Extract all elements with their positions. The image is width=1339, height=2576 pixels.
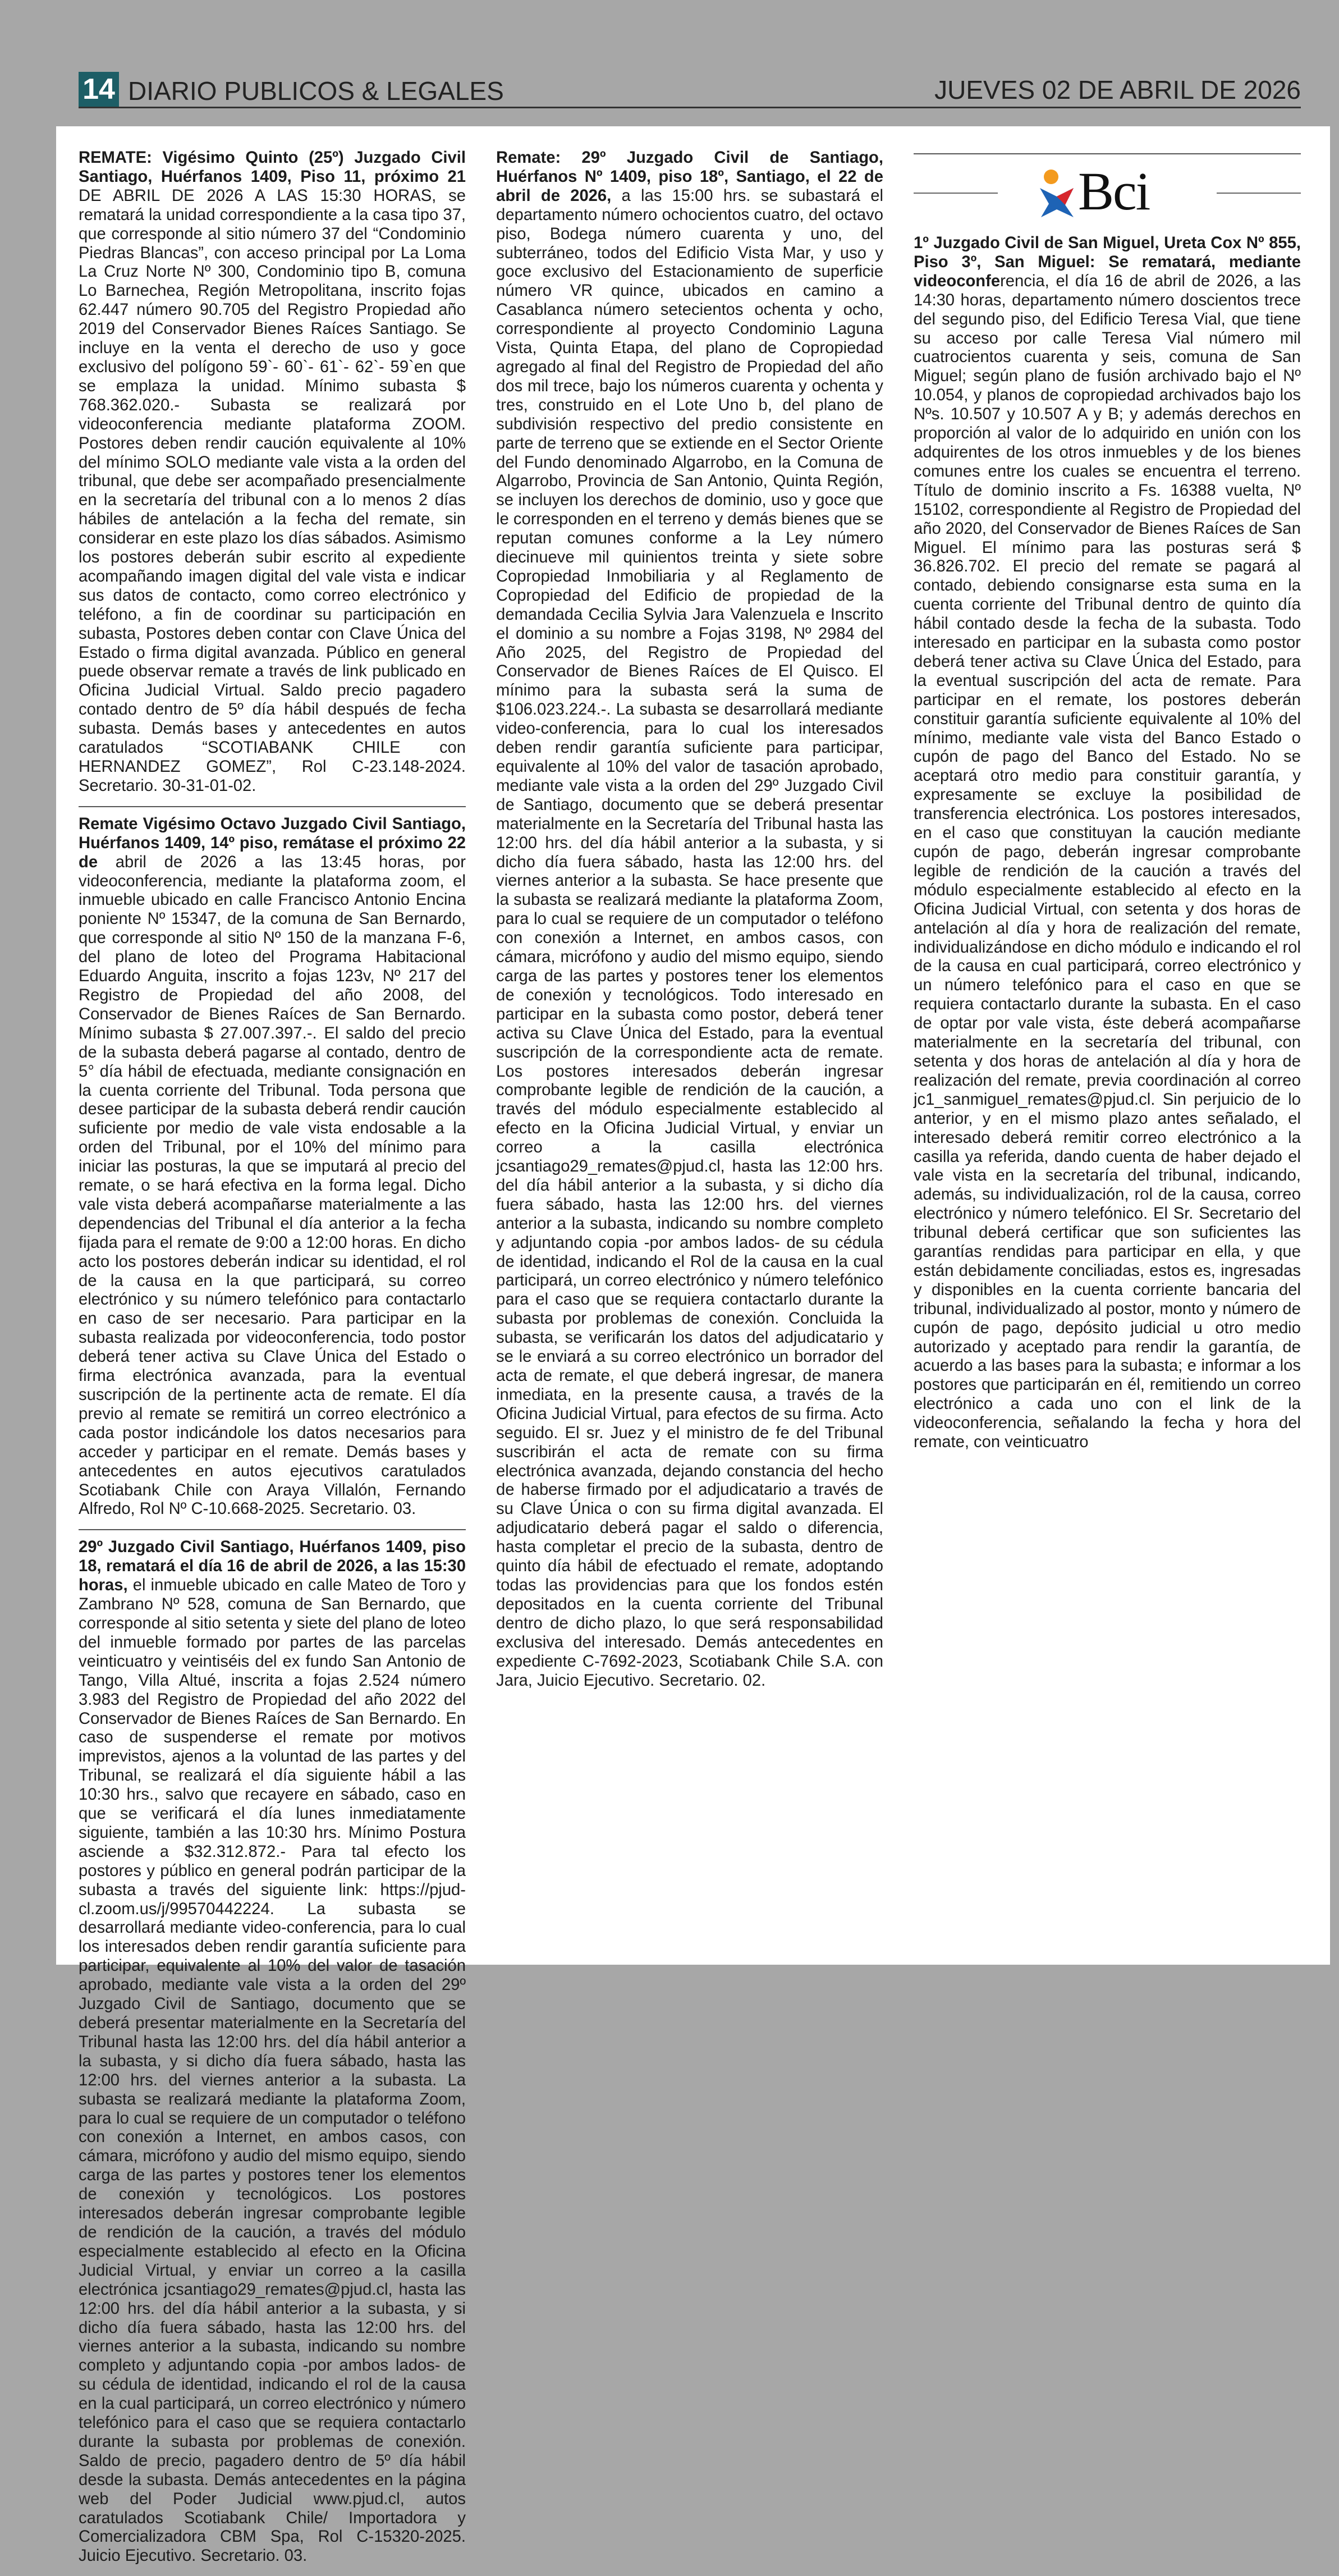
- legal-notice: [496, 149, 883, 1690]
- legal-notice: [914, 234, 1301, 1452]
- publication-date: JUEVES 02 DE ABRIL DE 2026: [934, 75, 1301, 104]
- bci-brand-text: Bci: [1078, 161, 1150, 221]
- divider: [914, 153, 1301, 154]
- notice-heading: Remate: 29º Juzgado Civil de Santiago, Huérfanos Nº 1409, piso 18º, Santiago, el 22 de abril de 2026,: [496, 149, 883, 205]
- divider: [79, 806, 466, 807]
- notice-heading: REMATE: Vigésimo Quinto (25º) Juzgado Civil Santiago, Huérfanos 1409, Piso 11, próximo 21: [79, 149, 466, 186]
- publication-name: DIARIO PUBLICOS & LEGALES: [128, 76, 504, 106]
- bci-mark-icon: [1034, 166, 1085, 219]
- divider: [79, 1529, 466, 1530]
- legal-notice: [79, 815, 466, 1520]
- legal-notice: [79, 149, 466, 796]
- column-left: [79, 149, 466, 2576]
- notice-body: abril de 2026 a las 13:45 horas, por videoconferencia, mediante la plataforma zoom, el inmueble ubicado en calle Francisco Antonio Encina poniente Nº 15347, de la comuna de San Bernardo, que corresponde al sitio Nº 150 de la manzana F-6, del plano de loteo del Programa Habitacional Eduardo Anguita, inscrito a fojas 123v, Nº 217 del Registro de Propiedad del año 2008, del Conservador de Bienes Raíces de San Bernardo. Mínimo subasta $ 27.007.397.-. El saldo del precio de la subasta deberá pagarse al contado, dentro de 5° día hábil de efectuada, mediante consignación en la cuenta corriente del Tribunal. Toda persona que desee participar de la subasta deberá rendir caución suficiente por medio de vale vista endosable a la orden del Tribunal, por el 10% del mínimo para iniciar las posturas, la que se imputará al precio del remate, o se hará efectiva en la forma legal. Dicho vale vista deberá acompañarse materialmente a las dependencias del Tribunal el día anterior a la fecha fijada para el remate de 9:00 a 12:00 horas. En dicho acto los postores deberán indicar su identidad, el rol de la causa en la que participará, su correo electrónico y su número telefónico para contactarlo en caso de ser necesario. Para participar en la subasta realizada por videoconferencia, todo postor deberá tener activa su Clave Única del Estado o firma electrónica avanzada, para la eventual suscripción de la pertinente acta de remate. El día previo al remate se remitirá un correo electrónico a cada postor indicándole los datos necesarios para acceder y participar en el remate. Demás bases y antecedentes en autos ejecutivos caratulados Scotiabank Chile con Araya Villalón, Fernando Alfredo, Rol Nº C-10.668-2025. Secretario. 03.: [79, 853, 466, 1518]
- notice-heading: Remate Vigésimo Octavo Juzgado Civil Santiago, Huérfanos 1409, 14º piso, remátase el próximo 22 de: [79, 815, 466, 871]
- column-right: [914, 149, 1301, 1462]
- page-header: [79, 72, 1301, 108]
- notice-heading: 1º Juzgado Civil de San Miguel, Ureta Cox Nº 855, Piso 3º, San Miguel: Se rematará, mediante videoconfe: [914, 234, 1301, 290]
- newspaper-page: [56, 126, 1330, 2565]
- bci-logo: [1034, 161, 1180, 221]
- legal-notice: [79, 1538, 466, 2566]
- page-number: 14: [79, 72, 119, 107]
- column-middle: [496, 149, 883, 1700]
- notice-body: rencia, el día 16 de abril de 2026, a las 14:30 horas, departamento número doscientos trece del segundo piso, del Edificio Teresa Vial, que tiene su acceso por calle Teresa Vial número mil cuatrocientos cuarenta y seis, comuna de San Miguel; según plano de fusión archivado bajo el Nº 10.054, y planos de copropiedad archivados bajo los Nºs. 10.507 y 10.507 A y B; y además derechos en proporción al valor de lo adquirido en unión con los adquirentes de los otros inmuebles y de los bienes comunes entre los cuales se encuentra el terreno. Título de dominio inscrito a Fs. 16388 vuelta, Nº 15102, correspondiente al Registro de Propiedad del año 2020, del Conservador de Bienes Raíces de San Miguel. El mínimo para las posturas será $ 36.826.702. El precio del remate se pagará al contado, debiendo consignarse esta suma en la cuenta corriente del Tribunal dentro de quinto día hábil contado desde la fecha de la subasta. Todo interesado en participar en la subasta como postor deberá tener activa su Clave Única del Estado, para la eventual suscripción del acta de remate. Para participar en el remate, los postores deberán constituir garantía suficiente equivalente al 10% del mínimo, mediante vale vista del Banco Estado o cupón de pago del Banco del Estado. No se aceptará otro medio para constituir garantía, y expresamente se excluye la posibilidad de transferencia electrónica. Los postores interesados, en el caso que constituyan la caución mediante cupón de pago, deberán ingresar comprobante legible de rendición de la caución a través del módulo especialmente establecido al efecto en la Oficina Judicial Virtual, con setenta y dos horas de antelación al día y hora de realización del remate, individualizándose en dicho módulo e indicando el rol de la causa en cual participará, correo electrónico y un número telefónico para el caso en que se requiera contactarlo durante la subasta. En el caso de optar por vale vista, éste deberá acompañarse materialmente en la secretaría del tribunal, con setenta y dos horas de antelación al día y hora de realización del remate, previa coordinación al correo jc1_sanmiguel_remates@pjud.cl. Sin perjuicio de lo anterior, y en el mismo plazo antes señalado, el interesado deberá remitir correo electrónico a la casilla ya referida, dando cuenta de haber dejado el vale vista en la secretaría del tribunal, indicando, además, su individualización, rol de la causa, correo electrónico y número telefónico. El Sr. Secretario del tribunal deberá certificar que son suficientes las garantías rendidas para participar en ella, y que están debidamente conciliadas, estos es, ingresadas y disponibles en la cuenta corriente bancaria del tribunal, individualizado al postor, monto y número de cupón de pago, depósito judicial u otro medio autorizado y aceptado para rendir la garantía, de acuerdo a las bases para la subasta; e informar a los postores que participarán en él, remitiendo un correo electrónico a cada uno con el link de la videoconferencia, señalando la fecha y hora del remate, con veinticuatro: [914, 272, 1301, 1452]
- notice-heading: 29º Juzgado Civil Santiago, Huérfanos 1409, piso 18, rematará el día 16 de abril de 2026, a las 15:30 horas,: [79, 1538, 466, 1595]
- banner-line: [1217, 193, 1301, 194]
- notice-body: DE ABRIL DE 2026 A LAS 15:30 HORAS, se rematará la unidad correspondiente a la casa tipo 37, que corresponde al sitio número 37 del “Condominio Piedras Blancas”, con acceso principal por La Loma La Cruz Norte Nº 300, Condominio tipo B, comuna Lo Barnechea, Región Metropolitana, inscrito fojas 62.447 número 90.705 del Registro Propiedad año 2019 del Conservador Bienes Raíces Santiago. Se incluye en la venta el derecho de uso y goce exclusivo del polígono 59`- 60`- 61`- 62`- 59`en que se emplaza la unidad. Mínimo subasta $ 768.362.020.- Subasta se realizará por videoconferencia mediante plataforma ZOOM. Postores deben rendir caución equivalente al 10% del mínimo SOLO mediante vale vista a la orden del tribunal, que debe ser acompañado presencialmente en la secretaría del tribunal con a lo menos 2 días hábiles de antelación a la fecha del remate, sin considerar en este plazo los días sábados. Asimismo los postores deberán subir escrito al expediente acompañando imagen digital del vale vista e indicar sus datos de contacto, como correo electrónico y teléfono, a fin de coordinar su participación en subasta, Postores deben contar con Clave Única del Estado o firma digital avanzada. Público en general puede observar remate a través de link publicado en Oficina Judicial Virtual. Saldo precio pagadero contado dentro de 5º día hábil después de fecha subasta. Demás bases y antecedentes en autos caratulados “SCOTIABANK CHILE con HERNANDEZ GOMEZ”, Rol C-23.148-2024. Secretario. 30-31-01-02.: [79, 186, 466, 795]
- notice-body: a las 15:00 hrs. se subastará el departamento número ochocientos cuatro, del octavo piso, Bodega número cuarenta y uno, del subterráneo, todos del Edificio Vista Mar, y uso y goce exclusivo del Estacionamiento de superficie número VR quince, ubicados en camino a Casablanca número setecientos ochenta y ocho, correspondiente al proyecto Condominio Laguna Vista, Quinta Etapa, del plano de Copropiedad agregado al final del Registro de Propiedad del año dos mil trece, bajo los números cuarenta y ochenta y tres, construido en el Lote Uno b, del plano de subdivisión respectivo del predio consistente en parte de terreno que se extiende en el Sector Oriente del Fundo denominado Algarrobo, en la Comuna de Algarrobo, Provincia de San Antonio, Quinta Región, se incluyen los derechos de dominio, uso y goce que le corresponden en el terreno y demás bienes que se reputan comunes conforme a la Ley número diecinueve mil quinientos treinta y siete sobre Copropiedad Inmobiliaria y al Reglamento de Copropiedad del Edificio de propiedad de la demandada Cecilia Sylvia Jara Valenzuela e Inscrito el dominio a su nombre a Fojas 3198, Nº 2984 del Año 2025, del Registro de Propiedad del Conservador de Bienes Raíces de El Quisco. El mínimo para la subasta será la suma de $106.023.224.-. La subasta se desarrollará mediante video-conferencia, para lo cual los interesados deben rendir garantía suficiente para participar, equivalente al 10% del valor de tasación aprobado, mediante vale vista a la orden del 29º Juzgado Civil de Santiago, documento que se deberá presentar materialmente en la Secretaría del Tribunal hasta las 12:00 hrs. del día hábil anterior a la subasta, y si dicho día fuera sábado, hasta las 12:00 hrs. del viernes anterior a la subasta. Se hace presente que la subasta se realizará mediante la plataforma Zoom, para lo cual se requiere de un computador o teléfono con conexión a Internet, en ambos casos, con cámara, micrófono y audio del mismo equipo, siendo carga de las partes y postores tener los elementos de conexión y tecnológicos. Todo interesado en participar en la subasta como postor, deberá tener activa su Clave Única del Estado, para la eventual suscripción de la correspondiente acta de remate. Los postores interesados deberán ingresar comprobante legible de rendición de la caución, a través del módulo especialmente establecido al efecto en la Oficina Judicial Virtual, y enviar un correo a la casilla electrónica jcsantiago29_remates@pjud.cl, hasta las 12:00 hrs. del día hábil anterior a la subasta, y si dicho día fuera sábado, hasta las 12:00 hrs. del viernes anterior a la subasta, indicando su nombre completo y adjuntando copia -por ambos lados- de su cédula de identidad, indicando el Rol de la causa en la cual participará, un correo electrónico y número telefónico para el caso que se requiera contactarlo durante la subasta por problemas de conexión. Concluida la subasta, se verificarán los datos del adjudicatario y se le enviará a su correo electrónico un borrador del acta de remate, el que deberá ingresar, de manera inmediata, en la presente causa, a través de la Oficina Judicial Virtual, para efectos de su firma. Acto seguido. El sr. Juez y el ministro de fe del Tribunal suscribirán el acta de remate con su firma electrónica avanzada, dejando constancia del hecho de haberse firmado por el adjudicatario a través de su Clave Única o con su firma digital avanzada. El adjudicatario deberá pagar el saldo o diferencia, hasta completar el precio de la subasta, dentro de quinto día hábil de efectuado el remate, adoptando todas las providencias para que los fondos estén depositados en la cuenta corriente del Tribunal dentro de dicho plazo, lo que será responsabilidad exclusiva del interesado. Demás antecedentes en expediente C-7692-2023, Scotiabank Chile S.A. con Jara, Juicio Ejecutivo. Secretario. 02.: [496, 186, 883, 1690]
- banner-line: [914, 193, 998, 194]
- notice-body: el inmueble ubicado en calle Mateo de Toro y Zambrano Nº 528, comuna de San Bernardo, que corresponde al sitio setenta y siete del plano de loteo del inmueble formado por partes de las parcelas veinticuatro y veintiséis del ex fundo San Antonio de Tango, Villa Altué, inscrita a fojas 2.524 número 3.983 del Registro de Propiedad del año 2022 del Conservador de Bienes Raíces de San Bernardo. En caso de suspenderse el remate por motivos imprevistos, ajenos a la voluntad de las partes y del Tribunal, se realizará el día siguiente hábil a las 10:30 hrs., salvo que recayere en sábado, caso en que se verificará el día lunes inmediatamente siguiente, también a las 10:30 hrs. Mínimo Postura asciende a $32.312.872.- Para tal efecto los postores y público en general podrán participar de la subasta a través del siguiente link: https://pjud-cl.zoom.us/j/99570442224. La subasta se desarrollará mediante video-conferencia, para lo cual los interesados deben rendir garantía suficiente para participar, equivalente al 10% del valor de tasación aprobado, mediante vale vista a la orden del 29º Juzgado Civil de Santiago, documento que se deberá presentar materialmente en la Secretaría del Tribunal hasta las 12:00 hrs. del día hábil anterior a la subasta, y si dicho día fuera sábado, hasta las 12:00 hrs. del viernes anterior a la subasta. La subasta se realizará mediante la plataforma Zoom, para lo cual se requiere de un computador o teléfono con conexión a Internet, en ambos casos, con cámara, micrófono y audio del mismo equipo, siendo carga de las partes y postores tener los elementos de conexión y tecnológicos. Los postores interesados deberán ingresar comprobante legible de rendición de la caución, a través del módulo especialmente establecido al efecto en la Oficina Judicial Virtual, y enviar un correo a la casilla electrónica jcsantiago29_remates@pjud.cl, hasta las 12:00 hrs. del día hábil anterior a la subasta, y si dicho día fuera sábado, hasta las 12:00 hrs. del viernes anterior a la subasta, indicando su nombre completo y adjuntando copia -por ambos lados- de su cédula de identidad, indicando el rol de la causa en la cual participará, un correo electrónico y número telefónico para el caso que se requiera contactarlo durante la subasta por problemas de conexión. Saldo de precio, pagadero dentro de 5º día hábil desde la subasta. Demás antecedentes en la página web del Poder Judicial www.pjud.cl, autos caratulados Scotiabank Chile/ Importadora y Comercializadora CBM Spa, Rol C-15320-2025. Juicio Ejecutivo. Secretario. 03.: [79, 1576, 466, 2565]
- bci-ad-banner: [914, 162, 1301, 224]
